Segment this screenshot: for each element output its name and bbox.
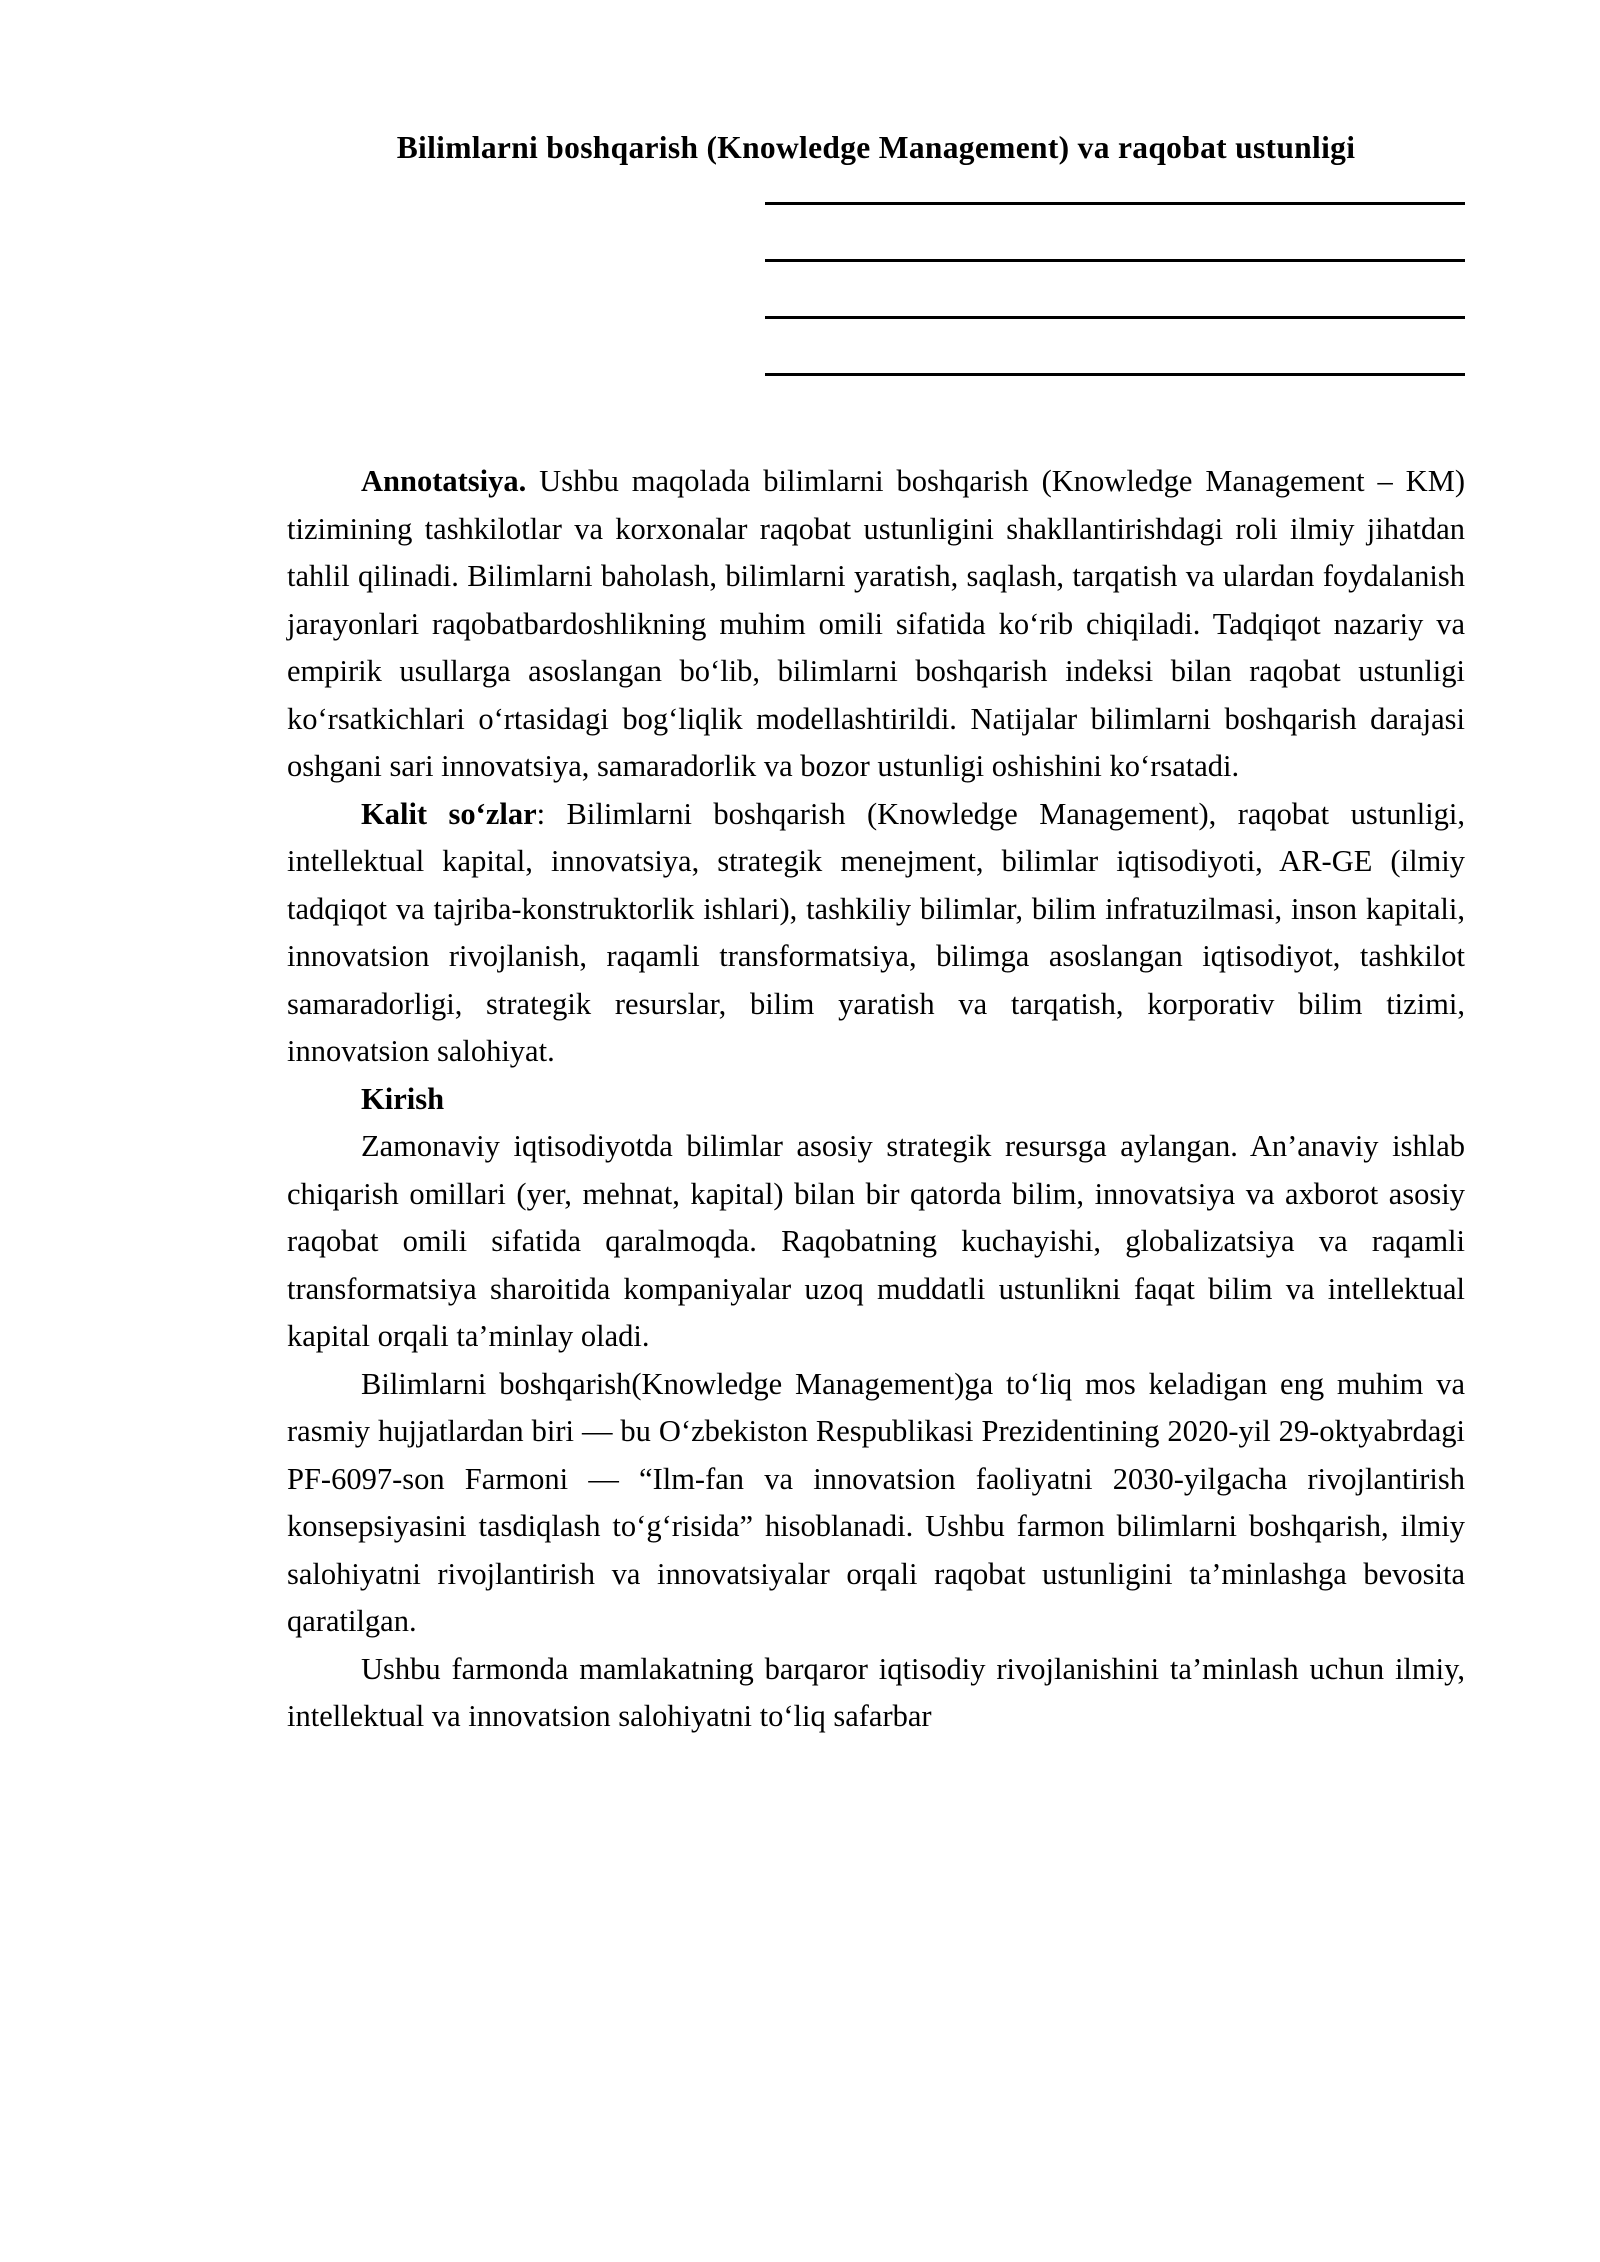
blank-rule-line-4 [765,373,1465,376]
page-content-column [287,0,1465,1741]
page-title: Bilimlarni boshqarish (Knowledge Management) va raqobat ustunligi [396,130,1356,165]
author-affiliation-rule-block [287,168,1465,376]
kirish-paragraph-2: Bilimlarni boshqarish(Knowledge Management)ga to‘liq mos keladigan eng muhim va rasmiy hujjatlardan biri — bu O‘zbekiston Respublikasi Prezidentining 2020-yil 29-oktyabrdagi PF-6097-son Farmoni — “Ilm-fan va innovatsion faoliyatni 2030-yilgacha rivojlantirish konsepsiyasini tasdiqlash to‘g‘risida” hisoblanadi. Ushbu farmon bilimlarni boshqarish, ilmiy salohiyatni rivojlantirish va innovatsiyalar orqali raqobat ustunligini ta’minlashga bevosita qaratilgan. [287,1366,1465,1639]
keywords-label: Kalit so‘zlar [361,796,537,831]
abstract-paragraph [287,458,1465,791]
kirish-paragraph-1: Zamonaviy iqtisodiyotda bilimlar asosiy strategik resursga aylangan. An’anaviy ishlab chiqarish omillari (yer, mehnat, kapital) bilan bir qatorda bilim, innovatsiya va axborot asosiy raqobat omili sifatida qaralmoqda. Raqobatning kuchayishi, globalizatsiya va raqamli transformatsiya sharoitida kompaniyalar uzoq muddatli ustunlikni faqat bilim va intellektual kapital orqali ta’minlay oladi. [287,1129,1465,1354]
section-heading-kirish: Kirish [361,1081,445,1116]
blank-rule-line-2 [765,259,1465,262]
document-body [287,384,1465,1741]
kirish-paragraph-3: Ushbu farmonda mamlakatning barqaror iqtisodiy rivojlanishini ta’minlash uchun ilmiy, intellektual va innovatsion salohiyatni to‘liq safarbar [287,1651,1465,1734]
abstract-label: Annotatsiya. [361,464,527,499]
abstract-text: Ushbu maqolada bilimlarni boshqarish (Knowledge Management – KM) tizimining tashkilotlar va korxonalar raqobat ustunligini shakllantirishdagi roli ilmiy jihatdan tahlil qilinadi. Bilimlarni baholash, bilimlarni yaratish, saqlash, tarqatish va ulardan foydalanish jarayonlari raqobatbardoshlikning muhim omili sifatida ko‘rib chiqiladi. Tadqiqot nazariy va empirik usullarga asoslangan bo‘lib, bilimlarni boshqarish indeksi bilan raqobat ustunligi ko‘rsatkichlari o‘rtasidagi bog‘liqlik modellashtirildi. Natijalar bilimlarni boshqarish darajasi oshgani sari innovatsiya, samaradorlik va bozor ustunligi oshishini ko‘rsatadi. [287,464,1465,784]
keywords-text: : Bilimlarni boshqarish (Knowledge Management), raqobat ustunligi, intellektual kapital, innovatsiya, strategik menejment, bilimlar iqtisodiyoti, AR-GE (ilmiy tadqiqot va tajriba-konstruktorlik ishlari), tashkiliy bilimlar, bilim infratuzilmasi, inson kapitali, innovatsion rivojlanish, raqamli transformatsiya, bilimga asoslangan iqtisodiyot, tashkilot samaradorligi, strategik resurslar, bilim yaratish va tarqatish, korporativ bilim tizimi, innovatsion salohiyat. [287,796,1465,1069]
blank-rule-line-3 [765,316,1465,319]
keywords-paragraph [287,791,1465,1076]
blank-rule-line-1 [765,202,1465,205]
